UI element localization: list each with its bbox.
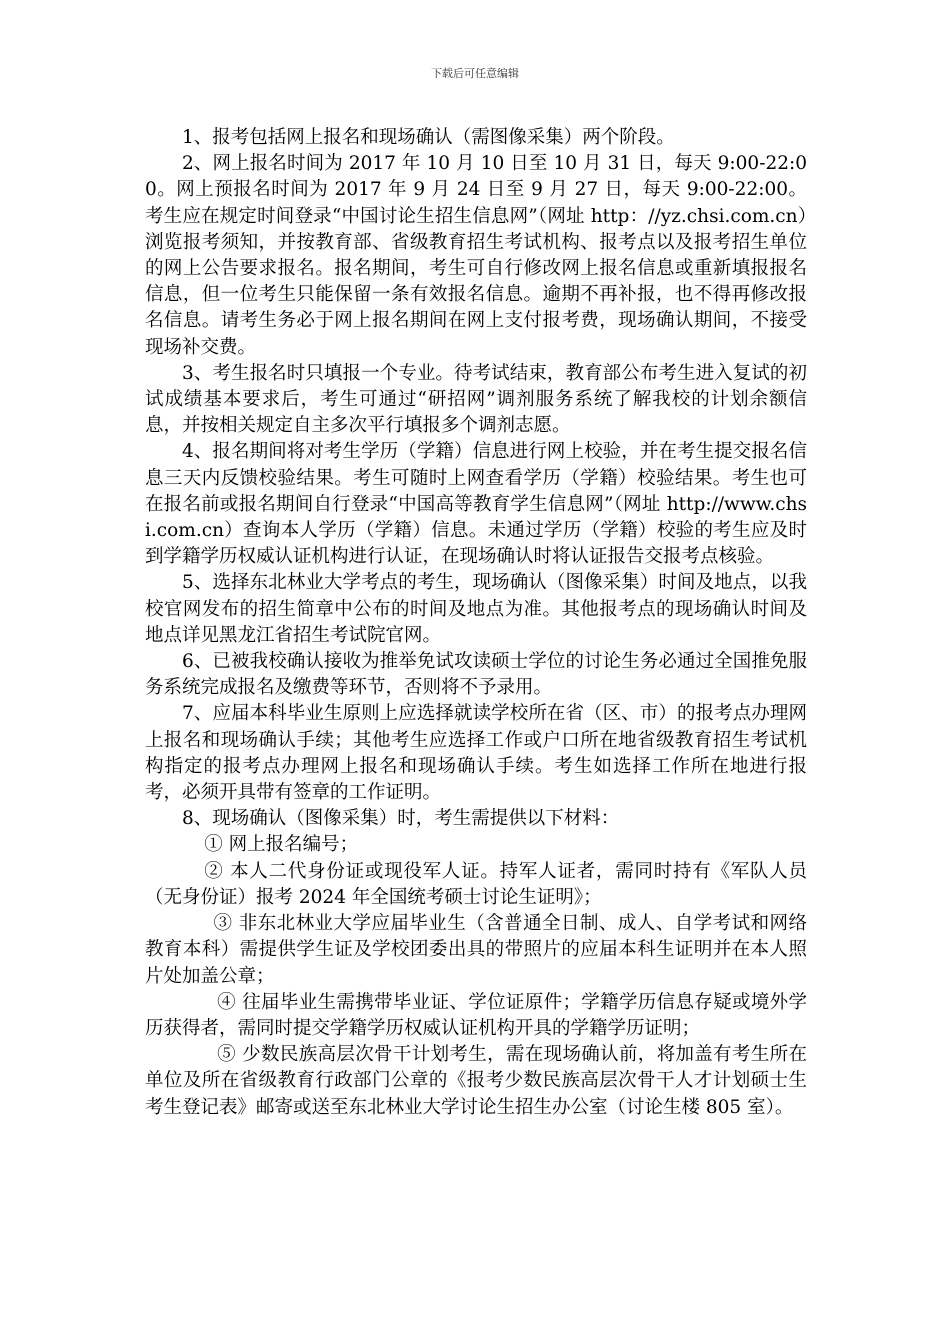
material-item-1: ① 网上报名编号； [204, 834, 359, 856]
paragraph-5: 5、选择东北林业大学考点的考生，现场确认（图像采集）时间及地点，以我校官网发布的招生简章中公布的时间及地点为准。其他报考点的现场确认时间及地点详见黑龙江省招生考试院官网。 [145, 572, 807, 646]
paragraph-7: 7、应届本科毕业生原则上应选择就读学校所在省（区、市）的报考点办理网上报名和现场确认手续；其他考生应选择工作或户口所在地省级教育招生考试机构指定的报考点办理网上报名和现场确认手续。考生如选择工作所在地进行报考，必须开具带有签章的工作证明。 [145, 703, 807, 804]
paragraph-3: 3、考生报名时只填报一个专业。待考试结束，教育部公布考生进入复试的初试成绩基本要求后，考生可通过“研招网”调剂服务系统了解我校的计划余额信息，并按相关规定自主多次平行填报多个调剂志愿。 [145, 362, 807, 437]
material-item-4: ④ 往届毕业生需携带毕业证、学位证原件；学籍学历信息存疑或境外学历获得者，需同时提交学籍学历权威认证机构开具的学籍学历证明； [145, 991, 807, 1039]
paragraph-6: 6、已被我校确认接收为推举免试攻读硕士学位的讨论生务必通过全国推免服务系统完成报名及缴费等环节，否则将不予录用。 [145, 651, 807, 699]
material-item-5: ⑤ 少数民族高层次骨干计划考生，需在现场确认前，将加盖有考生所在单位及所在省级教育行政部门公章的《报考少数民族高层次骨干人才计划硕士生考生登记表》邮寄或送至东北林业大学讨论生招生办公室（讨论生楼 805 室）。 [145, 1044, 807, 1118]
paragraph-2: 2、网上报名时间为 2017 年 10 月 10 日至 10 月 31 日，每天 9:00-22:00。网上预报名时间为 2017 年 9 月 24 日至 9 月 27 日，每天 9:00-22:00。考生应在规定时间登录“中国讨论生招生信息网”（网址 http：//yz.chsi.com.cn）浏览报考须知，并按教育部、省级教育招生考试机构、报考点以及报考招生单位的网上公告要求报名。报名期间，考生可自行修改网上报名信息或重新填报报名信息，但一位考生只能保留一条有效报名信息。逾期不再补报，也不得再修改报名信息。请考生务必于网上报名期间在网上支付报考费，现场确认期间，不接受现场补交费。 [145, 153, 807, 358]
paragraph-1: 1、报考包括网上报名和现场确认（需图像采集）两个阶段。 [182, 127, 675, 148]
material-item-3: ③ 非东北林业大学应届毕业生（含普通全日制、成人、自学考试和网络教育本科）需提供学生证及学校团委出具的带照片的应届本科生证明并在本人照片处加盖公章； [145, 913, 807, 987]
paragraph-8: 8、现场确认（图像采集）时，考生需提供以下材料： [182, 808, 620, 830]
document-body [145, 125, 807, 1121]
paragraph-4: 4、报名期间将对考生学历（学籍）信息进行网上校验，并在考生提交报名信息三天内反馈校验结果。考生可随时上网查看学历（学籍）校验结果。考生也可在报名前或报名期间自行登录“中国高等教育学生信息网”（网址 http://www.chsi.com.cn）查询本人学历（学籍）信息。未通过学历（学籍）校验的考生应及时到学籍学历权威认证机构进行认证，在现场确认时将认证报告交报考点核验。 [145, 441, 807, 568]
material-item-2: ② 本人二代身份证或现役军人证。持军人证者，需同时持有《军队人员（无身份证）报考 2024 年全国统考硕士讨论生证明》； [145, 860, 807, 908]
page-header-note: 下载后可任意编辑 [431, 67, 519, 80]
